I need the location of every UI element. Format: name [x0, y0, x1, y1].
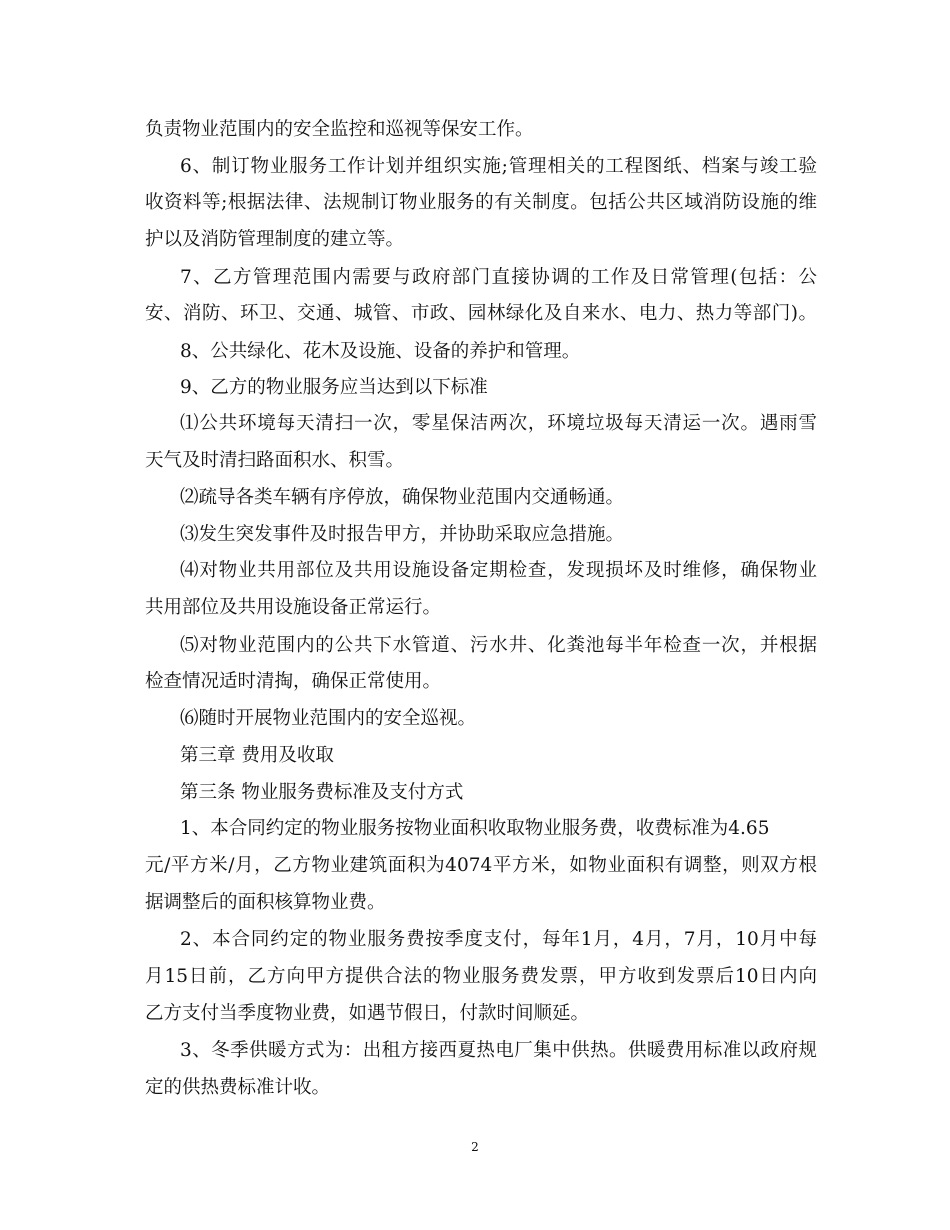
- text-line: 收资料等;根据法律、法规制订物业服务的有关制度。包括公共区域消防设施的维: [145, 192, 817, 213]
- text-line: ⑸对物业范围内的公共下水管道、污水井、化粪池每半年检查一次，并根据: [180, 635, 817, 656]
- text-line: 护以及消防管理制度的建立等。: [145, 229, 405, 250]
- text-line: 安、消防、环卫、交通、城管、市政、园林绿化及自来水、电力、热力等部门)。: [145, 303, 817, 324]
- text-line: ⑹随时开展物业范围内的安全巡视。: [180, 708, 477, 729]
- text-line: 1、本合同约定的物业服务按物业面积收取物业服务费，收费标准为4.65: [180, 818, 770, 839]
- text-line: 6、制订物业服务工作计划并组织实施;管理相关的工程图纸、档案与竣工验: [180, 156, 817, 177]
- text-line: 据调整后的面积核算物业费。: [145, 892, 386, 913]
- text-line: 定的供热费标准计收。: [145, 1077, 331, 1098]
- text-line: 3、冬季供暖方式为：出租方接西夏热电厂集中供热。供暖费用标准以政府规: [180, 1040, 817, 1061]
- text-line: 2、本合同约定的物业服务费按季度支付，每年1月，4月，7月，10月中每: [180, 929, 817, 950]
- text-line: 负责物业范围内的安全监控和巡视等保安工作。: [145, 119, 534, 140]
- text-line: 月15日前，乙方向甲方提供合法的物业服务费发票，甲方收到发票后10日内向: [145, 966, 817, 987]
- text-line: ⑷对物业共用部位及共用设施设备定期检查，发现损坏及时维修，确保物业: [180, 560, 817, 581]
- text-line: 共用部位及共用设施设备正常运行。: [145, 597, 442, 618]
- text-line: 检查情况适时清掏，确保正常使用。: [145, 671, 442, 692]
- page-number: 2: [471, 1140, 479, 1154]
- text-line: 9、乙方的物业服务应当达到以下标准: [180, 377, 488, 398]
- text-line: 7、乙方管理范围内需要与政府部门直接协调的工作及日常管理(包括：公: [180, 267, 817, 288]
- text-line: 元/平方米/月，乙方物业建筑面积为4074平方米，如物业面积有调整，则双方根: [145, 855, 817, 876]
- text-line: 天气及时清扫路面积水、积雪。: [145, 450, 405, 471]
- text-line: 乙方支付当季度物业费，如遇节假日，付款时间顺延。: [145, 1003, 590, 1024]
- text-line: 8、公共绿化、花木及设施、设备的养护和管理。: [180, 341, 581, 362]
- text-line: ⑵疏导各类车辆有序停放，确保物业范围内交通畅通。: [180, 487, 625, 508]
- chapter-heading: 第三章 费用及收取: [180, 745, 334, 766]
- article-heading: 第三条 物业服务费标准及支付方式: [180, 782, 464, 803]
- text-line: ⑶发生突发事件及时报告甲方，并协助采取应急措施。: [180, 524, 625, 545]
- text-line: ⑴公共环境每天清扫一次，零星保洁两次，环境垃圾每天清运一次。遇雨雪: [180, 413, 817, 434]
